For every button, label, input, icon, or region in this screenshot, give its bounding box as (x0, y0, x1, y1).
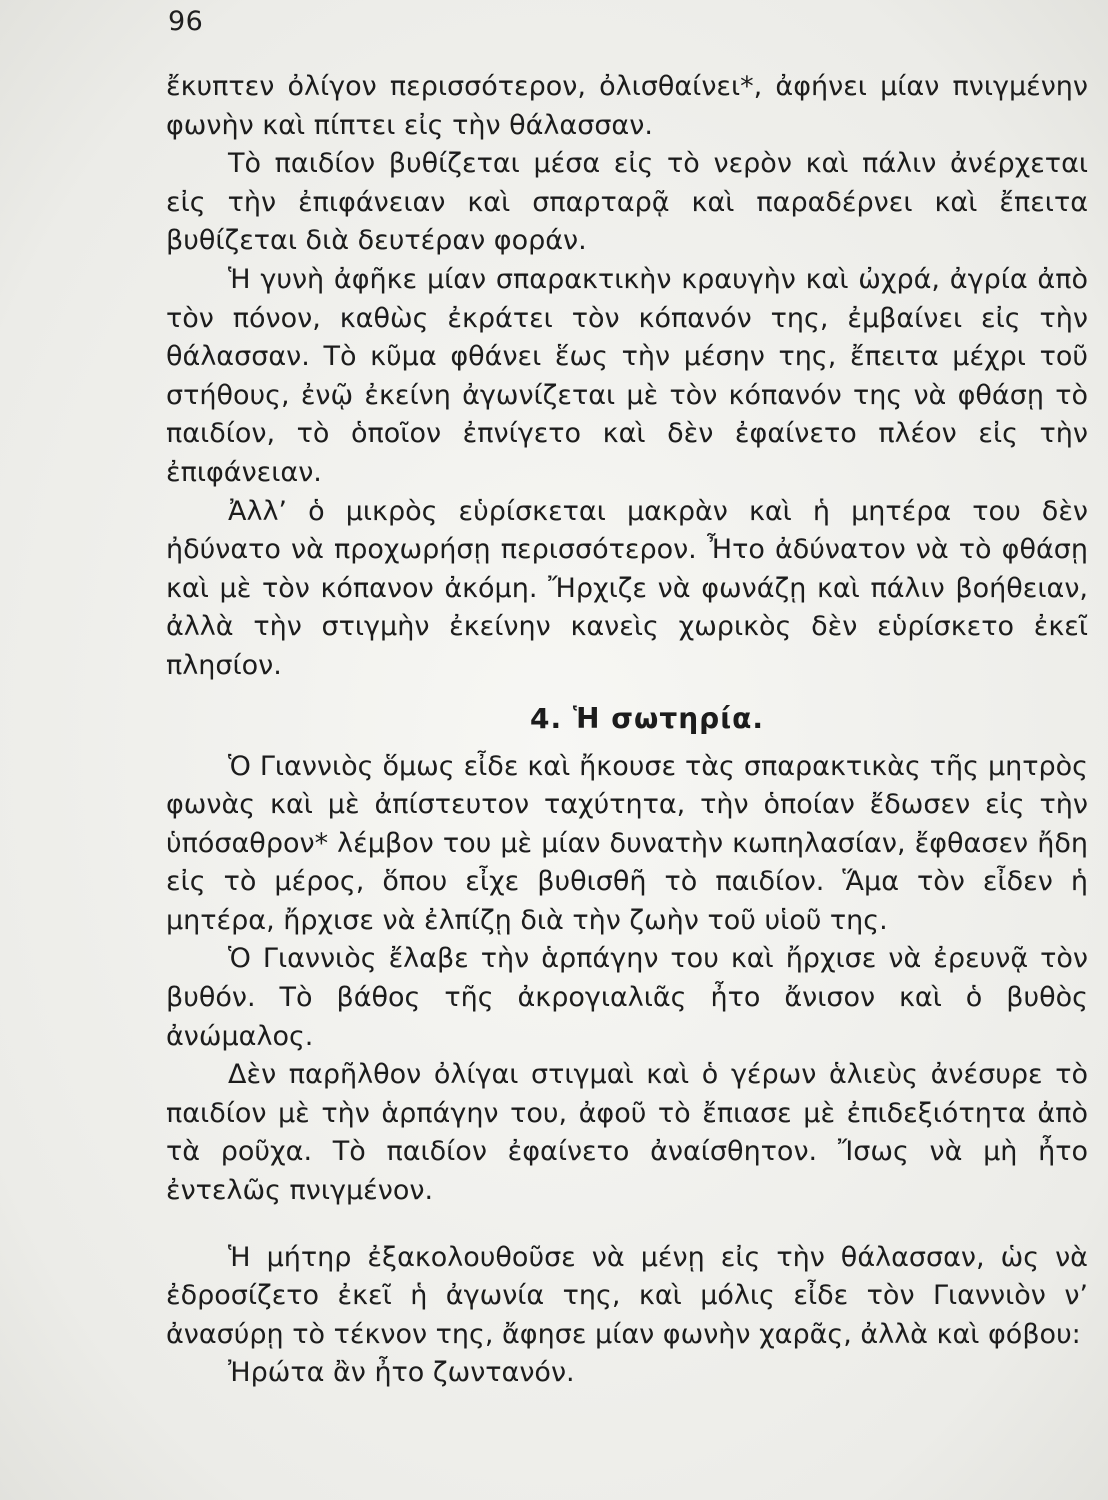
paragraph: Ὁ Γιαννιὸς ὅμως εἶδε καὶ ἤκουσε τὰς σπαρακτικὰς τῆς μητρὸς φωνὰς καὶ μὲ ἀπίστευτον ταχύτητα, τὴν ὁποίαν ἔδωσεν εἰς τὴν ὑπόσαθρον* λέμβον του μὲ μίαν δυνατὴν κωπηλασίαν, ἔφθασεν ἤδη εἰς τὸ μέρος, ὅπου εἶχε βυθισθῆ τὸ παιδίον. Ἅμα τὸν εἶδεν ἡ μητέρα, ἤρχισε νὰ ἐλπίζῃ διὰ τὴν ζωὴν τοῦ υἱοῦ της. (166, 750, 1088, 936)
page-body (166, 68, 1088, 1393)
paragraph: Ἀλλ’ ὁ μικρὸς εὑρίσκεται μακρὰν καὶ ἡ μητέρα του δὲν ἠδύνατο νὰ προχωρήσῃ περισσότερον. Ἦτο ἀδύνατον νὰ τὸ φθάσῃ καὶ μὲ τὸν κόπανον ἀκόμη. Ἤρχιζε νὰ φωνάζῃ καὶ πάλιν βοήθειαν, ἀλλὰ τὴν στιγμὴν ἐκείνην κανεὶς χωρικὸς δὲν εὑρίσκετο ἐκεῖ πλησίον. (166, 495, 1088, 681)
paragraph: Ὁ Γιαννιὸς ἔλαβε τὴν ἁρπάγην του καὶ ἤρχισε νὰ ἐρευνᾷ τὸν βυθόν. Τὸ βάθος τῆς ἀκρογιαλιᾶς ἦτο ἄνισον καὶ ὁ βυθὸς ἀνώμαλος. (166, 943, 1088, 1052)
section-heading: 4. Ἡ σωτηρία. (529, 701, 765, 735)
paragraph-continued: ἔκυπτεν ὀλίγον περισσότερον, ὀλισθαίνει*, ἀφήνει μίαν πνιγμένην φωνὴν καὶ πίπτει εἰς τὴν θάλασσαν. (166, 71, 1088, 141)
paragraph: Ἠρώτα ἂν ἦτο ζωντανόν. (228, 1357, 575, 1389)
paragraph: Ἡ γυνὴ ἀφῆκε μίαν σπαρακτικὴν κραυγὴν καὶ ὠχρά, ἀγρία ἀπὸ τὸν πόνον, καθὼς ἐκράτει τὸν κόπανόν της, ἐμβαίνει εἰς τὴν θάλασσαν. Τὸ κῦμα φθάνει ἕως τὴν μέσην της, ἔπειτα μέχρι τοῦ στήθους, ἐνῷ ἐκείνη ἀγωνίζεται μὲ τὸν κόπανόν της νὰ φθάσῃ τὸ παιδίον, τὸ ὁποῖον ἐπνίγετο καὶ δὲν ἐφαίνετο πλέον εἰς τὴν ἐπιφάνειαν. (166, 263, 1088, 488)
paragraph-gap (166, 1211, 1088, 1239)
paragraph: Τὸ παιδίον βυθίζεται μέσα εἰς τὸ νερὸν καὶ πάλιν ἀνέρχεται εἰς τὴν ἐπιφάνειαν καὶ σπαρταρᾷ καὶ παραδέρνει καὶ ἔπειτα βυθίζεται διὰ δευτέραν φοράν. (166, 148, 1088, 257)
page-number: 96 (168, 6, 204, 37)
paragraph: Ἡ μήτηρ ἐξακολουθοῦσε νὰ μένῃ εἰς τὴν θάλασσαν, ὡς νὰ ἐδροσίζετο ἐκεῖ ἡ ἀγωνία της, καὶ μόλις εἶδε τὸν Γιαννιὸν ν’ ἀνασύρῃ τὸ τέκνον της, ἄφησε μίαν φωνὴν χαρᾶς, ἀλλὰ καὶ φόβου: (166, 1241, 1088, 1350)
paragraph: Δὲν παρῆλθον ὀλίγαι στιγμαὶ καὶ ὁ γέρων ἁλιεὺς ἀνέσυρε τὸ παιδίον μὲ τὴν ἁρπάγην του, ἀφοῦ τὸ ἔπιασε μὲ ἐπιδεξιότητα ἀπὸ τὰ ροῦχα. Τὸ παιδίον ἐφαίνετο ἀναίσθητον. Ἴσως νὰ μὴ ἦτο ἐντελῶς πνιγμένον. (166, 1059, 1088, 1207)
